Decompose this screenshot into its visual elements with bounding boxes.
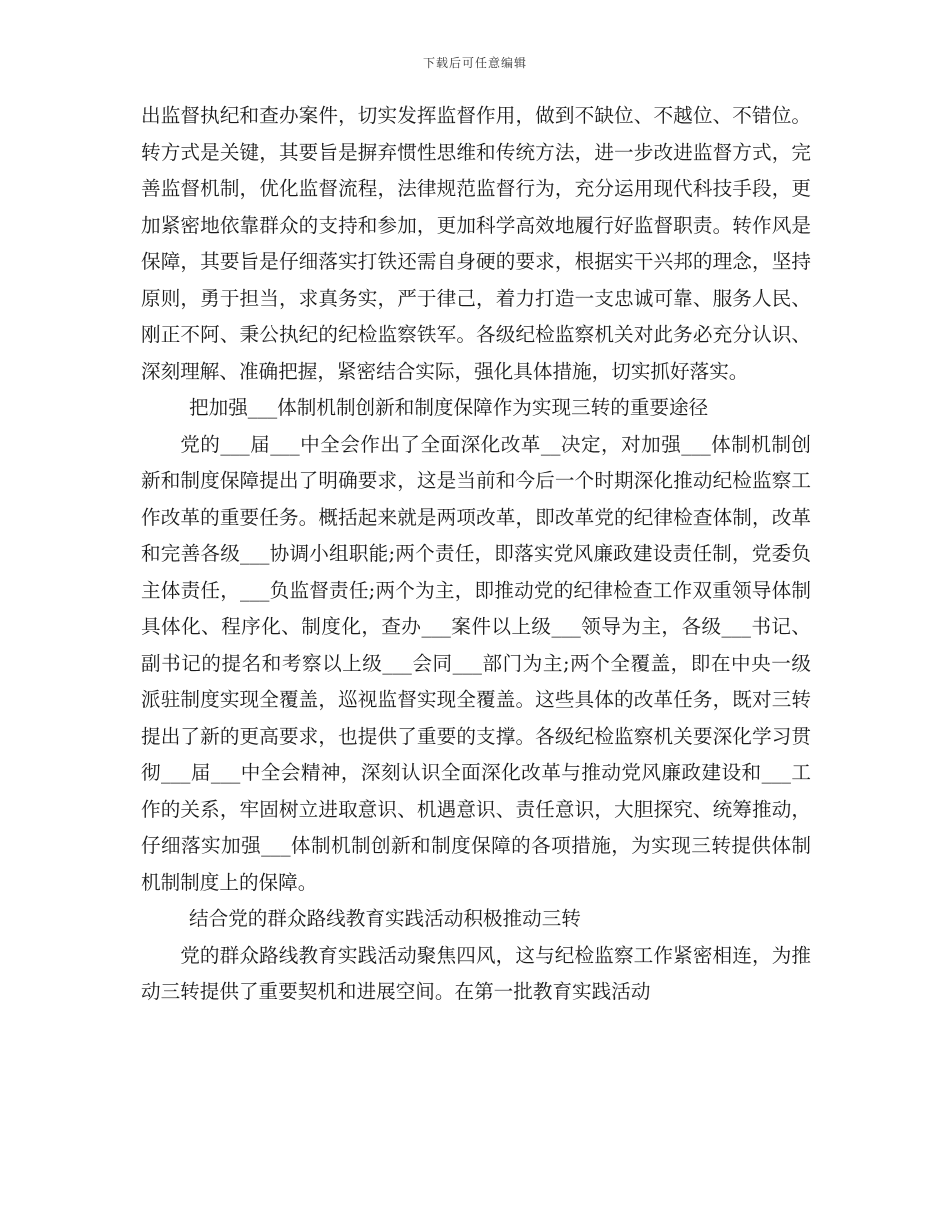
- paragraph-three-transformations: 出监督执纪和查办案件，切实发挥监督作用，做到不缺位、不越位、不错位。转方式是关键，其要旨是摒弃惯性思维和传统方法，进一步改进监督方式，完善监督机制，优化监督流程，法律规范监督行为，充分运用现代科技手段，更加紧密地依靠群众的支持和参加，更加科学高效地履行好监督职责。转作风是保障，其要旨是仔细落实打铁还需自身硬的要求，根据实干兴邦的理念，坚持原则，勇于担当，求真务实，严于律己，着力打造一支忠诚可靠、服务人民、刚正不阿、秉公执纪的纪检监察铁军。各级纪检监察机关对此务必充分认识、深刻理解、准确把握，紧密结合实际，强化具体措施，切实抓好落实。: [141, 104, 811, 383]
- paragraph-reform-tasks: 党的___届___中全会作出了全面深化改革__决定，对加强___体制机制创新和制度保障提出了明确要求，这是当前和今后一个时期深化推动纪检监察工作改革的重要任务。概括起来就是两项改革，即改革党的纪律检查体制，改革和完善各级___协调小组职能;两个责任，即落实党风廉政建设责任制，党委负主体责任，___负监督责任;两个为主，即推动党的纪律检查工作双重领导体制具体化、程序化、制度化，查办___案件以上级___领导为主，各级___书记、副书记的提名和考察以上级___会同___部门为主;两个全覆盖，即在中央一级派驻制度实现全覆盖，巡视监督实现全覆盖。这些具体的改革任务，既对三转提出了新的更高要求，也提供了重要的支撑。各级纪检监察机关要深化学习贯彻___届___中全会精神，深刻认识全面深化改革与推动党风廉政建设和___工作的关系，牢固树立进取意识、机遇意识、责任意识，大胆探究、统筹推动，仔细落实加强___体制机制创新和制度保障的各项措施，为实现三转提供体制机制制度上的保障。: [141, 432, 811, 894]
- section-heading-mass-line-campaign: 结合党的群众路线教育实践活动积极推动三转: [189, 907, 581, 930]
- section-heading-institutional-innovation: 把加强___体制机制创新和制度保障作为实现三转的重要途径: [189, 396, 709, 419]
- paragraph-mass-line-campaign: 党的群众路线教育实践活动聚焦四风，这与纪检监察工作紧密相连，为推动三转提供了重要契机和进展空间。在第一批教育实践活动: [141, 943, 811, 1003]
- page-header: 下载后可任意编辑: [422, 56, 527, 70]
- document-body: [141, 98, 811, 1011]
